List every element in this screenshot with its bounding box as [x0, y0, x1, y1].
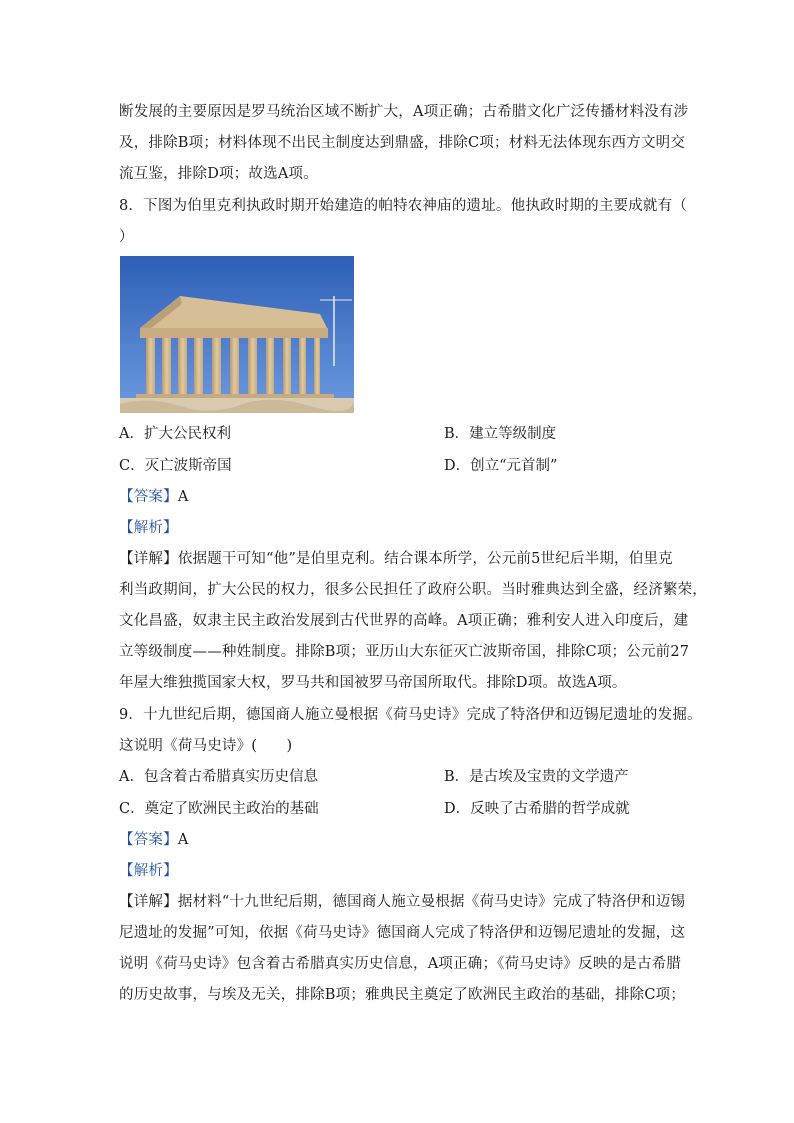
q8-detail-line: 利当政期间，扩大公民的权力，很多公民担任了政府公职。当时雅典达到全盛，经济繁荣，: [119, 582, 707, 598]
q9-option-c: C．奠定了欧洲民主政治的基础: [119, 801, 319, 817]
question-9-stem-cont: 这说明《荷马史诗》( ): [119, 738, 293, 754]
q9-option-d: D．反映了古希腊的哲学成就: [444, 801, 630, 817]
q9-option-b: B．是古埃及宝贵的文学遗产: [444, 769, 629, 785]
answer-tag: 【答案】: [119, 832, 178, 848]
q9-option-a: A．包含着古希腊真实历史信息: [119, 769, 318, 785]
paragraph-line: 流互鉴，排除D项；故选A项。: [119, 166, 318, 182]
q9-analysis-tag: [119, 861, 178, 881]
q8-option-b: B．建立等级制度: [444, 426, 557, 442]
q8-option-d: D．创立“元首制”: [444, 458, 558, 474]
parthenon-photo: [120, 256, 354, 413]
answer-tag: 【答案】: [119, 489, 178, 505]
answer-value: A: [177, 489, 189, 505]
paragraph-line: 断发展的主要原因是罗马统治区域不断扩大，A项正确；古希腊文化广泛传播材料没有涉: [119, 104, 689, 120]
detail-tag: 【详解】: [119, 894, 178, 910]
q8-detail-line: 文化昌盛，奴隶主民主政治发展到古代世界的高峰。A项正确；雅利安人进入印度后，建: [119, 613, 689, 629]
q9-detail-line: 的历史故事，与埃及无关，排除B项；雅典民主奠定了欧洲民主政治的基础，排除C项；: [119, 987, 686, 1003]
q9-detail-line: 说明《荷马史诗》包含着古希腊真实历史信息，A项正确；《荷马史诗》反映的是古希腊: [119, 956, 682, 972]
q8-detail-line: [119, 549, 673, 569]
q8-detail-line: 年屋大维独揽国家大权，罗马共和国被罗马帝国所取代。排除D项。故选A项。: [119, 675, 627, 691]
q8-analysis-tag: [119, 518, 178, 538]
q9-detail-line: [119, 892, 685, 912]
answer-value: A: [177, 832, 189, 848]
q8-answer: [119, 487, 188, 507]
detail-tag: 【详解】: [119, 551, 178, 567]
analysis-tag: 【解析】: [119, 863, 178, 879]
paragraph-line: 及，排除B项；材料体现不出民主制度达到鼎盛，排除C项；材料无法体现东西方文明交: [119, 135, 686, 151]
q8-option-c: C．灭亡波斯帝国: [119, 458, 232, 474]
question-8-stem: 8．下图为伯里克利执政时期开始建造的帕特农神庙的遗址。他执政时期的主要成就有（: [119, 198, 688, 214]
analysis-tag: 【解析】: [119, 520, 178, 536]
detail-text: 据材料“十九世纪后期，德国商人施立曼根据《荷马史诗》完成了特洛伊和迈锡: [177, 894, 686, 910]
q9-answer: [119, 830, 188, 850]
question-8-stem-cont: ）: [119, 229, 134, 245]
question-9-stem: 9．十九世纪后期，德国商人施立曼根据《荷马史诗》完成了特洛伊和迈锡尼遗址的发掘。: [119, 707, 702, 723]
q9-detail-line: 尼遗址的发掘”可知，依据《荷马史诗》德国商人完成了特洛伊和迈锡尼遗址的发掘，这: [119, 925, 686, 941]
q8-detail-line: 立等级制度——种姓制度。排除B项；亚历山大东征灭亡波斯帝国，排除C项；公元前27: [119, 644, 690, 660]
q8-option-a: A．扩大公民权利: [119, 426, 231, 442]
detail-text: 依据题干可知“他”是伯里克利。结合课本所学，公元前5世纪后半期，伯里克: [177, 551, 673, 567]
